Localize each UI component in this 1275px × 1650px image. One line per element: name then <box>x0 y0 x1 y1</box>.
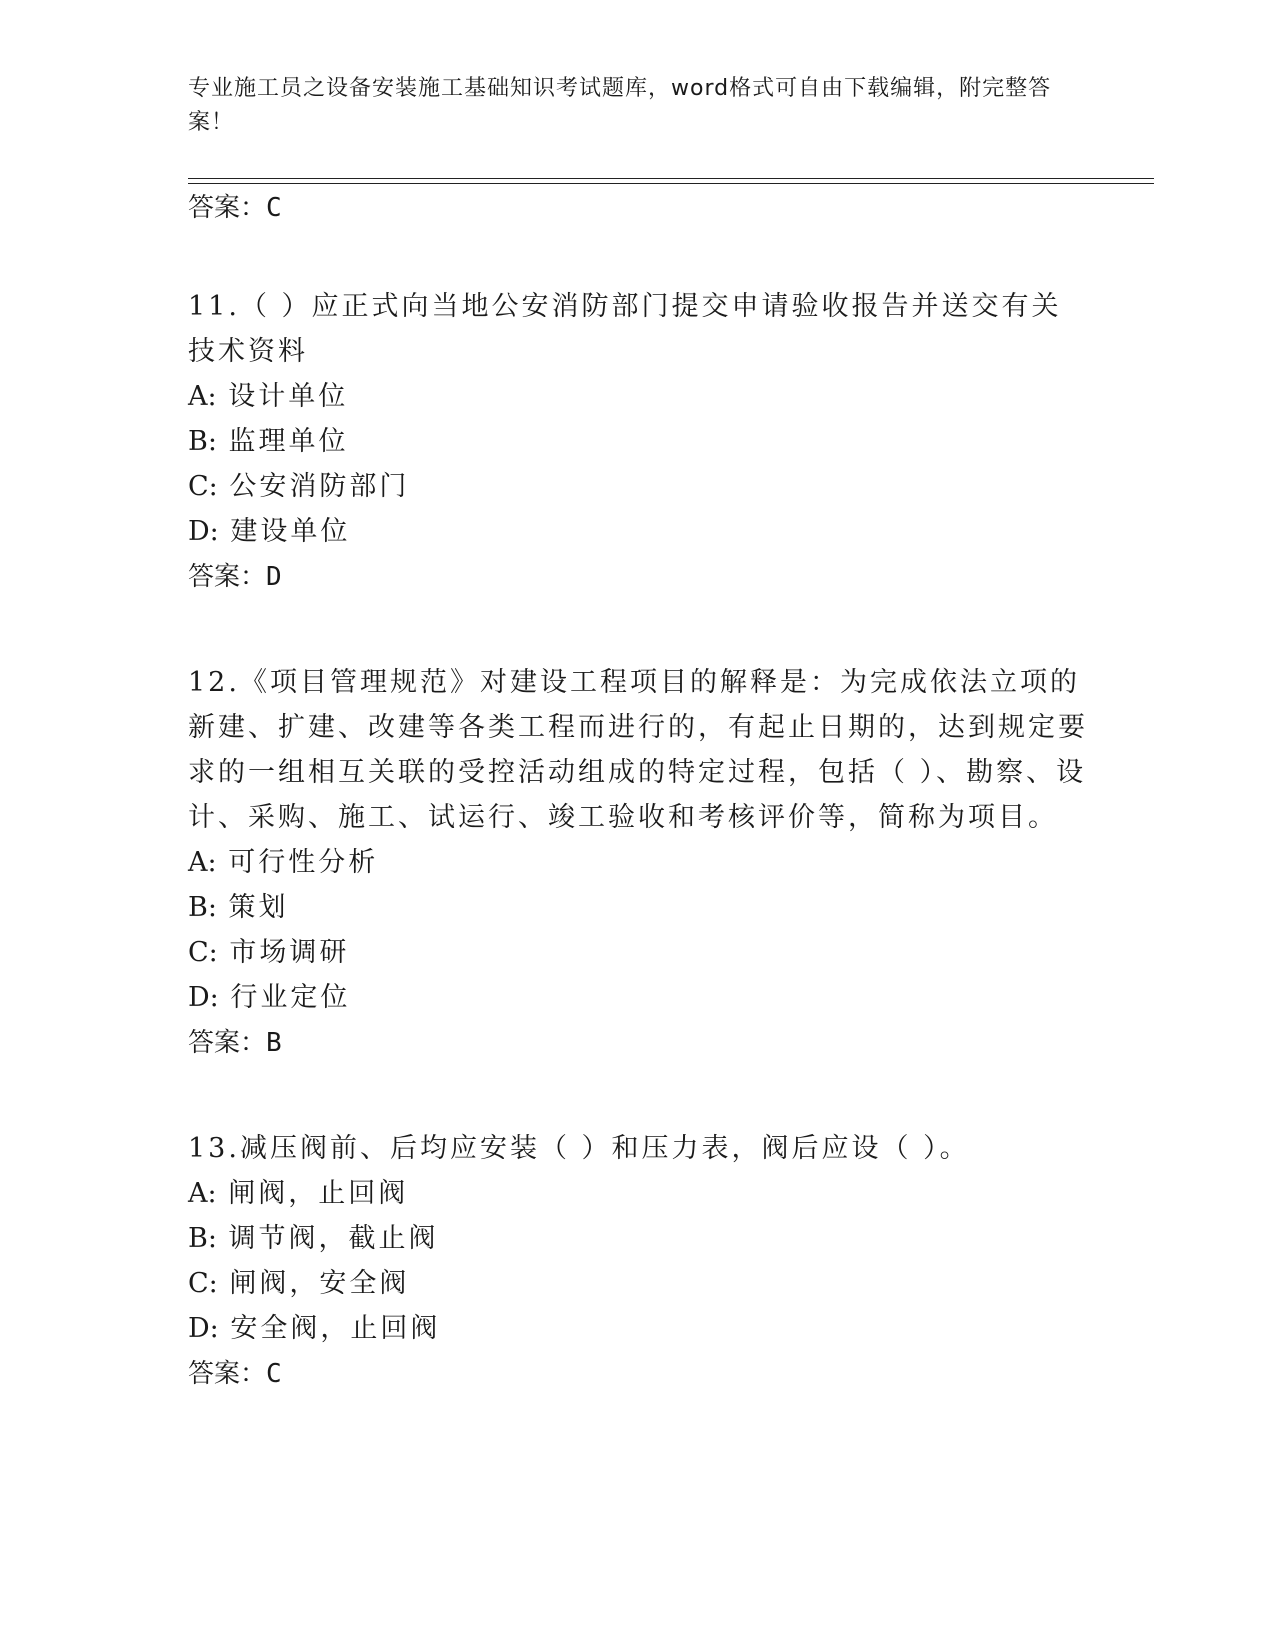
question-text: 12.《项目管理规范》对建设工程项目的解释是：为完成依法立项的新建、扩建、改建等各类工程而进行的，有起止日期的，达到规定要求的一组相互关联的受控活动组成的特定过程，包括（ ）、勘察、设计、采购、施工、试运行、竣工验收和考核评价等，简称为项目。 <box>188 667 1088 833</box>
answer <box>188 1020 1088 1066</box>
option-letter: C: <box>188 1268 218 1299</box>
option-c <box>188 464 1088 509</box>
option-text: 公安消防部门 <box>229 471 410 502</box>
answer-label: 答案： <box>188 562 267 592</box>
question-12 <box>188 660 1088 1066</box>
previous-answer <box>188 192 1088 224</box>
answer <box>188 1351 1088 1397</box>
option-letter: D: <box>188 1313 219 1344</box>
option-b <box>188 419 1088 464</box>
option-c <box>188 1261 1088 1306</box>
option-d <box>188 975 1088 1020</box>
option-letter: B: <box>188 426 217 457</box>
header-divider-top <box>188 178 1154 179</box>
option-text: 市场调研 <box>229 937 350 968</box>
header-divider-bottom <box>188 183 1154 184</box>
option-text: 监理单位 <box>228 426 349 457</box>
question-13 <box>188 1126 1088 1397</box>
answer-label: 答案： <box>188 193 267 223</box>
question-list <box>188 188 1088 1397</box>
option-text: 安全阀，止回阀 <box>230 1313 441 1344</box>
answer <box>188 554 1088 600</box>
option-text: 策划 <box>228 892 289 923</box>
option-a <box>188 840 1088 885</box>
answer-value: C <box>266 193 282 223</box>
answer-value: C <box>266 1359 282 1389</box>
question-text: 13.减压阀前、后均应安装（ ）和压力表，阀后应设（ ）。 <box>188 1133 970 1164</box>
page-header: 专业施工员之设备安装施工基础知识考试题库，word格式可自由下载编辑，附完整答案！ <box>188 76 1052 135</box>
option-b <box>188 885 1088 930</box>
option-a <box>188 374 1088 419</box>
option-c <box>188 930 1088 975</box>
option-letter: D: <box>188 516 219 547</box>
option-text: 调节阀，截止阀 <box>228 1223 439 1254</box>
option-letter: C: <box>188 471 218 502</box>
option-b <box>188 1216 1088 1261</box>
answer-value: D <box>266 562 282 592</box>
option-text: 设计单位 <box>228 381 349 412</box>
option-text: 行业定位 <box>230 982 351 1013</box>
option-a <box>188 1171 1088 1216</box>
option-letter: A: <box>188 847 217 878</box>
option-letter: D: <box>188 982 219 1013</box>
option-letter: A: <box>188 1178 217 1209</box>
option-letter: B: <box>188 1223 217 1254</box>
option-text: 建设单位 <box>230 516 351 547</box>
option-letter: A: <box>188 381 217 412</box>
option-text: 闸阀，安全阀 <box>229 1268 410 1299</box>
answer-label: 答案： <box>188 1028 267 1058</box>
answer-label: 答案： <box>188 1359 267 1389</box>
answer-value: B <box>266 1028 282 1058</box>
option-letter: B: <box>188 892 217 923</box>
option-letter: C: <box>188 937 218 968</box>
question-text: 11.（ ）应正式向当地公安消防部门提交申请验收报告并送交有关技术资料 <box>188 291 1062 367</box>
option-text: 闸阀，止回阀 <box>228 1178 409 1209</box>
option-text: 可行性分析 <box>228 847 379 878</box>
option-d <box>188 1306 1088 1351</box>
option-d <box>188 509 1088 554</box>
question-11 <box>188 284 1088 600</box>
